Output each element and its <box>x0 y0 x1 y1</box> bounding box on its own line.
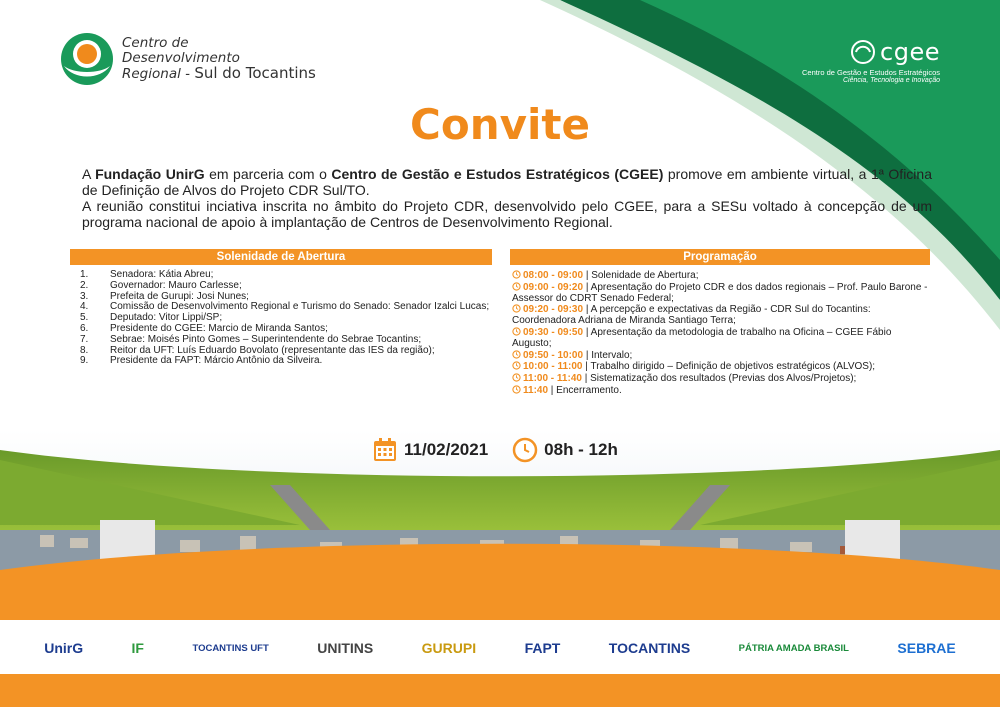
list-item <box>70 335 492 346</box>
intro-text-c: promove em ambiente virtual, a 1ª Oficina de Definição de Alvos do Projeto CDR Sul/TO. <box>82 166 932 198</box>
list-item <box>510 361 930 373</box>
item-text: Presidente do CGEE: Marcio de Miranda Santos; <box>110 322 328 334</box>
list-item <box>510 282 930 305</box>
partner-logo <box>609 632 690 664</box>
list-item <box>510 350 930 362</box>
event-hours: 08h - 12h <box>544 440 618 459</box>
solenidade-list <box>70 270 492 367</box>
clock-icon <box>512 373 521 382</box>
schedule-activity: | Solenidade de Abertura; <box>583 270 699 281</box>
partner-logo <box>132 632 144 664</box>
item-number: 4. <box>80 301 89 313</box>
item-text: Reitor da UFT: Luís Eduardo Bovolato (representante das IES da região); <box>110 344 435 356</box>
solenidade-header: Solenidade de Abertura <box>70 249 492 265</box>
item-number: 8. <box>80 344 89 356</box>
partner-logo <box>897 632 955 664</box>
partner-logo <box>44 632 83 664</box>
schedule-time: 11:00 - 11:40 <box>523 373 582 385</box>
cgee-subtitle: Centro de Gestão e Estudos Estratégicos <box>802 68 940 77</box>
partner-logo <box>317 632 373 664</box>
schedule-time: 11:40 <box>523 384 549 396</box>
list-item <box>510 385 930 397</box>
partner-logo-label: PÁTRIA AMADA BRASIL <box>738 642 849 654</box>
schedule-time: 09:00 - 09:20 <box>523 281 584 293</box>
item-text: Senadora: Kátia Abreu; <box>110 269 214 280</box>
intro-text-a: A <box>82 166 96 182</box>
intro-paragraph-1 <box>82 166 932 198</box>
intro-org-cgee: Centro de Gestão e Estudos Estratégicos (CGEE) <box>331 166 664 182</box>
partner-logo-label: GURUPI <box>421 640 477 656</box>
cgee-name: cgee <box>880 38 940 66</box>
bottom-bar <box>0 674 1000 707</box>
intro-paragraph-2: A reunião constitui inciativa inscrita no âmbito do Projeto CDR, desenvolvido pelo CGEE, para a SESu voltado à concepção de um programa nacional de apoio à implantação de Centros de Desenvolvimento Regional. <box>82 198 932 230</box>
schedule-time: 08:00 - 09:00 <box>523 270 584 281</box>
item-number: 3. <box>80 290 89 302</box>
item-text: Prefeita de Gurupi: Josi Nunes; <box>110 290 249 302</box>
list-item <box>510 270 930 282</box>
cgee-logo <box>802 38 940 84</box>
clock-icon <box>512 304 521 313</box>
schedule-activity: | Apresentação da metodologia de trabalho na Oficina – CGEE Fábio Augusto; <box>512 326 892 349</box>
item-text: Governador: Mauro Carlesse; <box>110 279 242 291</box>
programacao-section <box>510 249 930 397</box>
item-number: 7. <box>80 333 89 345</box>
intro-text-b: em parceria com o <box>204 166 332 182</box>
schedule-activity: | Apresentação do Projeto CDR e dos dados regionais – Prof. Paulo Barone - Assessor do CDRT Senado Federal; <box>512 281 928 304</box>
partner-logo-label: TOCANTINS <box>608 640 691 656</box>
event-date: 11/02/2021 <box>404 440 489 459</box>
programacao-list <box>510 270 930 397</box>
schedule-activity: | Encerramento. <box>548 384 622 396</box>
partner-logo-label: UNITINS <box>317 640 374 656</box>
cgee-logo-icon <box>850 39 876 65</box>
partner-logo-label: TOCANTINS UFT <box>192 642 269 654</box>
cdr-line3a: Regional - <box>122 66 195 82</box>
intro-text <box>82 166 932 230</box>
schedule-activity: | A percepção e expectativas da Região - CDR Sul do Tocantins: Coordenadora Adriana de Miranda Santiago Terra; <box>512 304 871 327</box>
cdr-line3b: Sul do Tocantins <box>194 64 316 82</box>
item-text: Deputado: Vitor Lippi/SP; <box>110 312 223 324</box>
item-number: 6. <box>80 322 89 334</box>
item-number: 5. <box>80 312 89 324</box>
clock-icon <box>512 270 521 279</box>
cdr-logo-icon <box>60 32 114 86</box>
list-item <box>70 356 492 367</box>
partner-logo <box>525 632 561 664</box>
clock-icon <box>512 437 538 463</box>
partner-logo <box>422 632 476 664</box>
cdr-line2: Desenvolvimento <box>122 50 240 66</box>
partner-logo <box>192 632 268 664</box>
schedule-time: 09:20 - 09:30 <box>523 304 584 316</box>
clock-icon <box>512 385 521 394</box>
partner-logo <box>739 632 849 664</box>
item-text: Comissão de Desenvolvimento Regional e Turismo do Senado: Senador Izalci Lucas; <box>110 301 490 313</box>
list-item <box>510 373 930 385</box>
schedule-time: 10:00 - 11:00 <box>523 361 583 373</box>
clock-icon <box>512 282 521 291</box>
partner-logo-label: UnirG <box>44 640 84 656</box>
cgee-subtitle2: Ciência, Tecnologia e Inovação <box>842 77 940 84</box>
item-text: Sebrae: Moisés Pinto Gomes – Superintendente do Sebrae Tocantins; <box>110 333 422 345</box>
schedule-activity: | Trabalho dirigido – Definição de objetivos estratégicos (ALVOS); <box>582 361 876 373</box>
schedule-time: 09:30 - 09:50 <box>523 326 584 338</box>
clock-icon <box>512 327 521 336</box>
clock-icon <box>512 350 521 359</box>
intro-org-unirg: Fundação UnirG <box>95 166 205 182</box>
cdr-line1: Centro de <box>122 35 189 51</box>
item-text: Presidente da FAPT: Márcio Antônio da Silveira. <box>110 355 323 367</box>
event-date-time <box>372 437 618 463</box>
schedule-activity: | Sistematização dos resultados (Previas dos Alvos/Projetos); <box>581 373 857 385</box>
item-number: 2. <box>80 279 89 291</box>
item-number: 1. <box>80 269 89 280</box>
cdr-logo <box>60 32 316 86</box>
programacao-header: Programação <box>510 249 930 265</box>
schedule-time: 09:50 - 10:00 <box>523 349 584 361</box>
item-number: 9. <box>80 355 89 367</box>
calendar-icon <box>372 437 398 463</box>
list-item <box>70 281 492 292</box>
partner-logo-label: FAPT <box>524 640 561 656</box>
partner-logo-label: SEBRAE <box>897 640 956 656</box>
partner-logo-label: IF <box>131 640 144 656</box>
partner-logos <box>0 628 1000 668</box>
list-item <box>510 304 930 327</box>
solenidade-section <box>70 249 492 367</box>
list-item <box>510 327 930 350</box>
page-title: Convite <box>410 100 590 149</box>
schedule-activity: | Intervalo; <box>583 349 633 361</box>
clock-icon <box>512 361 521 370</box>
cdr-logo-text <box>122 36 316 82</box>
